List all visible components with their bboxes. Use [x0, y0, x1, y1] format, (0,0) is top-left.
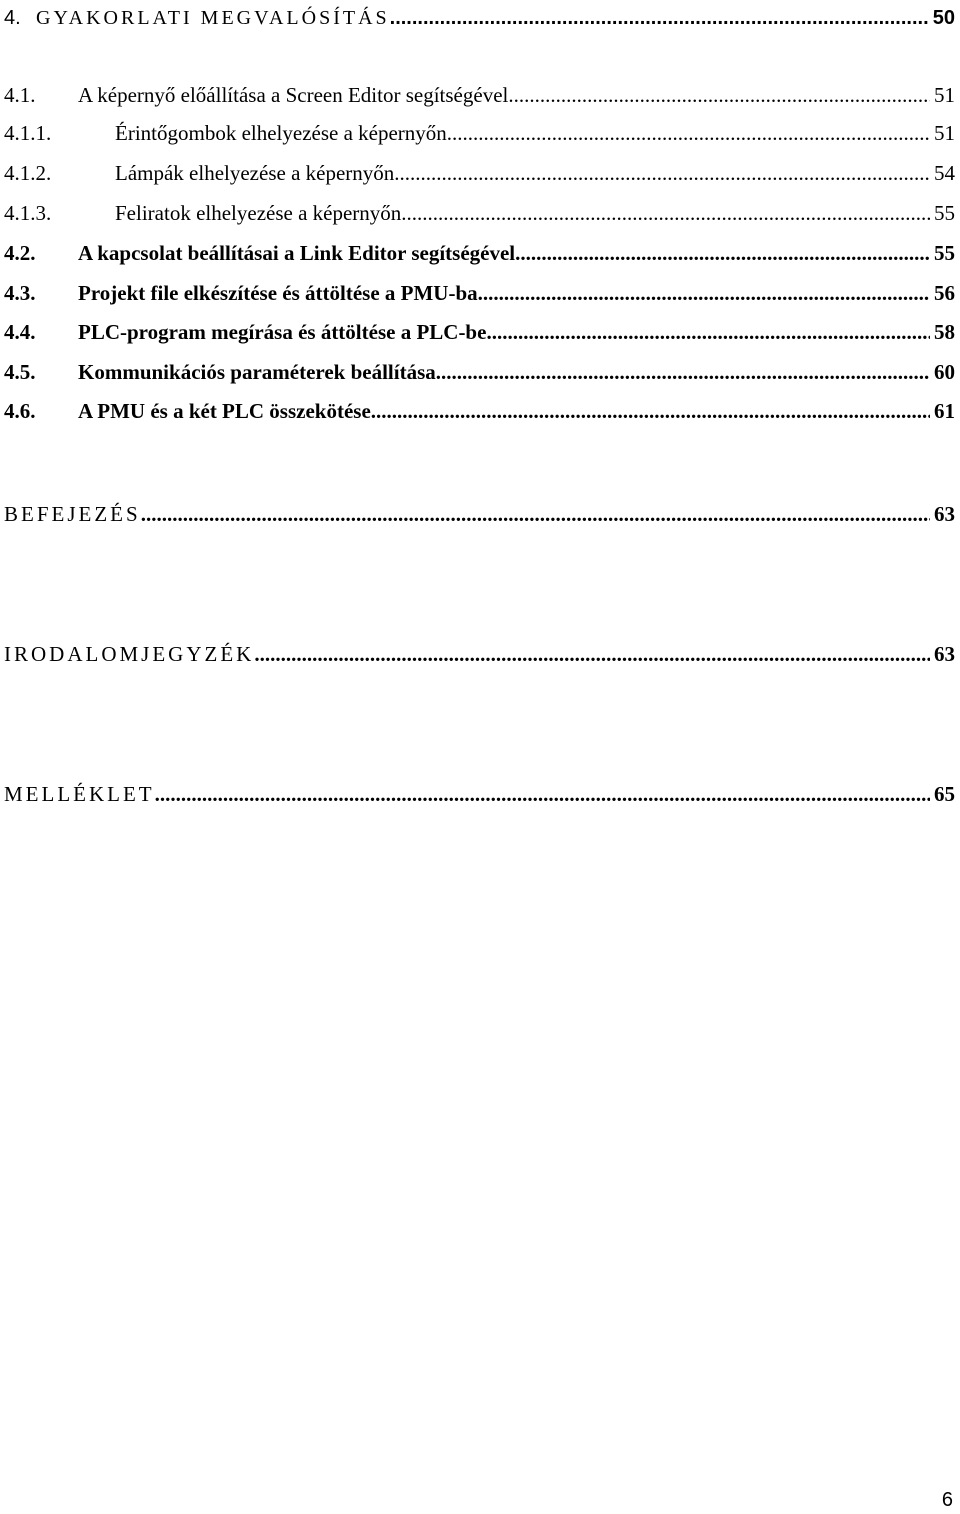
toc-page: 65	[934, 782, 955, 806]
toc-page: 51	[934, 83, 955, 107]
footer-page-number: 6	[941, 1489, 953, 1511]
toc-number: 4.1.	[4, 83, 36, 107]
toc-page: 63	[934, 502, 955, 526]
dot-leader	[371, 399, 930, 423]
dot-leader	[254, 642, 930, 666]
dot-leader	[447, 121, 930, 145]
toc-page: 55	[934, 241, 955, 265]
toc-page: 56	[934, 281, 955, 305]
toc-page: 61	[934, 399, 955, 423]
toc-chapter-4	[4, 6, 955, 30]
toc-number: 4.	[4, 7, 21, 29]
toc-number: 4.1.3.	[4, 201, 52, 225]
toc-page: 60	[934, 360, 955, 384]
toc-number: 4.2.	[4, 241, 36, 265]
toc-title: MELLÉKLET	[4, 782, 155, 806]
toc-entry	[4, 201, 955, 225]
toc-page: 50	[932, 7, 955, 29]
dot-leader	[401, 201, 930, 225]
toc-entry	[4, 320, 955, 344]
dot-leader	[155, 782, 930, 806]
toc-number: 4.6.	[4, 399, 36, 423]
toc-page: 54	[934, 161, 955, 185]
toc-title: IRODALOMJEGYZÉK	[4, 642, 255, 666]
toc-title: A PMU és a két PLC összekötése	[78, 399, 371, 423]
dot-leader	[478, 281, 930, 305]
toc-title: GYAKORLATI MEGVALÓSÍTÁS	[36, 7, 390, 29]
toc-page: 58	[934, 320, 955, 344]
toc-number: 4.5.	[4, 360, 36, 384]
toc-title: Kommunikációs paraméterek beállítása	[78, 360, 436, 384]
toc-title: Lámpák elhelyezése a képernyőn	[115, 161, 395, 185]
dot-leader	[390, 6, 929, 30]
toc-title: Érintőgombok elhelyezése a képernyőn	[115, 121, 447, 145]
dot-leader	[515, 241, 930, 265]
toc-major-irodalomjegyzek	[4, 642, 955, 666]
toc-number: 4.4.	[4, 320, 36, 344]
dot-leader	[436, 360, 930, 384]
toc-entry	[4, 399, 955, 423]
toc-title: PLC-program megírása és áttöltése a PLC-be	[78, 320, 487, 344]
toc-page: 51	[934, 121, 955, 145]
dot-leader	[508, 83, 930, 107]
toc-number: 4.3.	[4, 281, 36, 305]
toc-page: 63	[934, 642, 955, 666]
toc-entry	[4, 360, 955, 384]
dot-leader	[486, 320, 930, 344]
toc-title: A képernyő előállítása a Screen Editor segítségével	[78, 83, 509, 107]
toc-entry	[4, 281, 955, 305]
toc-major-melleklet	[4, 782, 955, 806]
toc-number: 4.1.1.	[4, 121, 52, 145]
toc-entry	[4, 161, 955, 185]
toc-title: Projekt file elkészítése és áttöltése a PMU-ba	[78, 281, 478, 305]
toc-page: 55	[934, 201, 955, 225]
toc-title: BEFEJEZÉS	[4, 502, 141, 526]
toc-entry	[4, 83, 955, 107]
toc-title: A kapcsolat beállításai a Link Editor segítségével	[78, 241, 516, 265]
toc-major-befejezes	[4, 502, 955, 526]
toc-title: Feliratok elhelyezése a képernyőn	[115, 201, 402, 225]
toc-entry	[4, 121, 955, 145]
toc-number: 4.1.2.	[4, 161, 52, 185]
dot-leader	[141, 502, 930, 526]
dot-leader	[394, 161, 930, 185]
toc-entry	[4, 241, 955, 265]
